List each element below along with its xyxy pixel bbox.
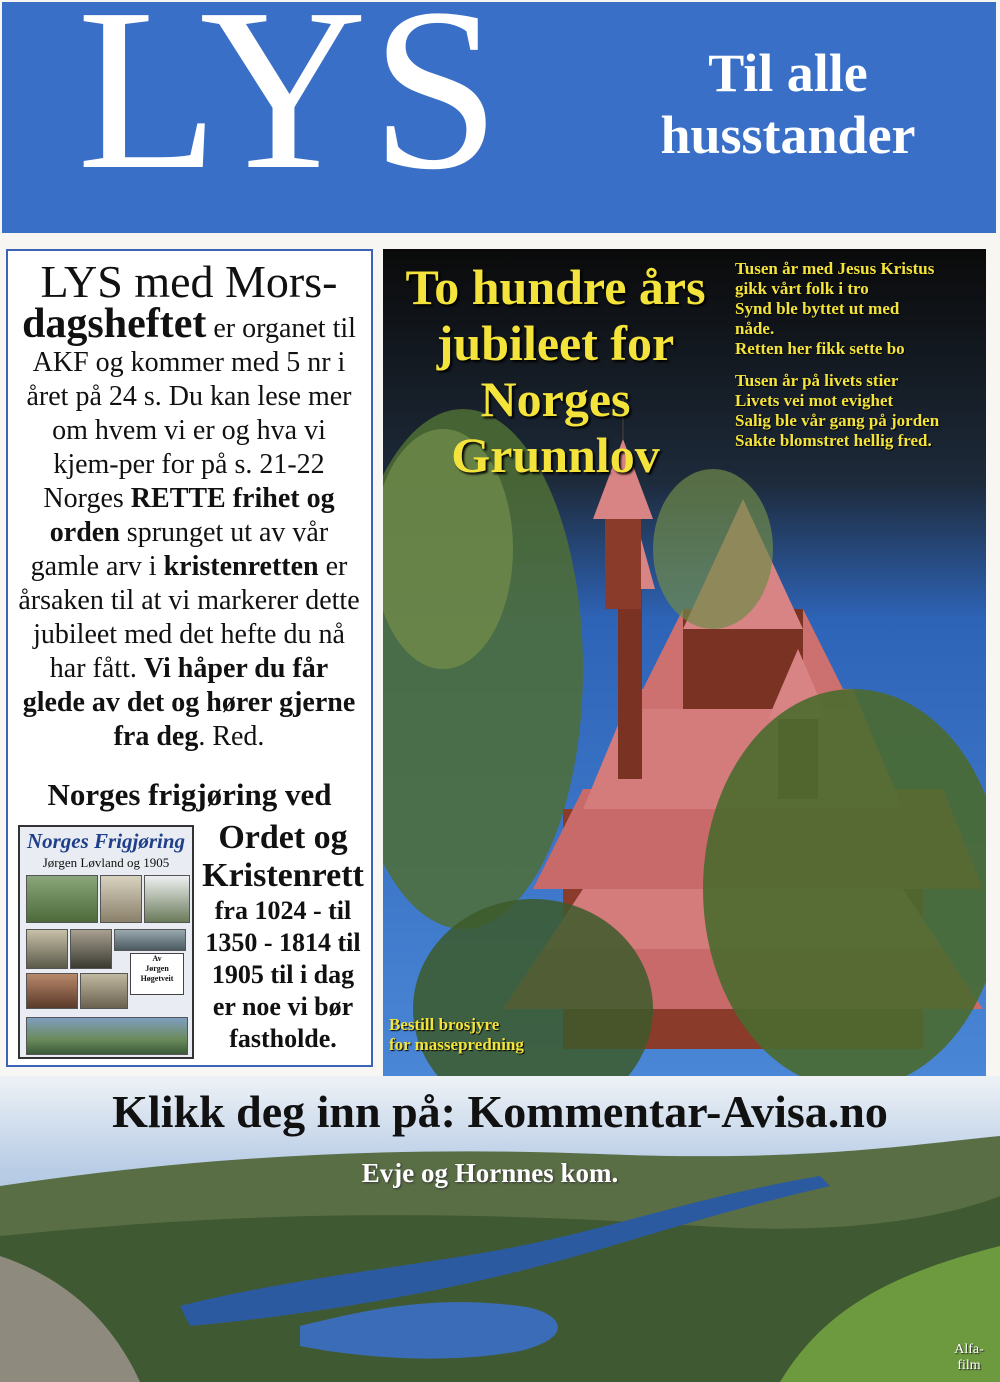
website-link[interactable]: Klikk deg inn på: Kommentar-Avisa.no: [112, 1086, 888, 1137]
intro-box: [6, 249, 373, 1067]
booklet-subtitle: Jørgen Løvland og 1905: [42, 855, 170, 870]
booklet-author: Av Jørgen Høgetveit: [130, 953, 184, 995]
poem-stanza-2: Tusen år på livets stier Livets vei mot evighet Salig ble vår gang på jorden Sakte blomstret hellig fred.: [735, 371, 940, 450]
kristenrett-text: [198, 819, 368, 1055]
tagline-line-2: husstander: [660, 105, 916, 165]
booklet-photo: [70, 929, 112, 969]
booklet-photo: [144, 875, 190, 923]
order-brochure-note: Bestill brosjyre for massepredning: [389, 1015, 524, 1054]
intro-body-2b: RETTE frihet og orden: [49, 483, 335, 548]
intro-body-2d: kristenretten: [163, 551, 319, 582]
freedom-title: Norges frigjøring ved: [47, 777, 332, 812]
intro-body-2g: . Red.: [198, 721, 265, 752]
landscape-footer: [0, 1076, 1000, 1382]
photo-credit: Alfa- film: [954, 1342, 984, 1373]
intro-body-2a: Norges: [43, 483, 131, 514]
tagline: [628, 42, 948, 166]
poem-stanza-1: Tusen år med Jesus Kristus gikk vårt folk i tro Synd ble byttet ut med nåde. Retten her fikk sette bo: [735, 259, 935, 358]
intro-body-2e: er årsaken til at vi markerer dette jubileet med det hefte du nå har fått.: [18, 551, 360, 684]
tagline-line-1: Til alle: [708, 43, 868, 103]
logo: LYS: [77, 0, 505, 218]
booklet-photo: [114, 929, 186, 951]
kristenrett-line-3: fra 1024 - til 1350 - 1814 til 1905 til i dag er noe vi bør fastholde.: [205, 896, 361, 1053]
booklet-title: Norges Frigjøring: [26, 829, 186, 853]
intro-text: [16, 257, 362, 754]
booklet-photo: [26, 1017, 188, 1055]
intro-body-1: er organet til AKF og kommer med 5 nr i året på 24 s. Du kan lese mer om hvem vi er og hva vi kjem-per for på s. 21-22: [26, 313, 356, 480]
intro-body-2c: sprunget ut av vår gamle arv i: [30, 517, 329, 582]
booklet-photo: [26, 875, 98, 923]
booklet-photo: [26, 973, 78, 1009]
booklet-cover-image[interactable]: [18, 825, 194, 1059]
booklet-photo: [100, 875, 142, 923]
intro-title-2: dagsheftet: [22, 301, 207, 347]
booklet-photo: [80, 973, 128, 1009]
booklet-photo: [26, 929, 68, 969]
poem: [735, 259, 985, 463]
location-caption: Evje og Hornnes kom.: [361, 1158, 619, 1188]
intro-body-2f: Vi håper du får glede av det og hører gjerne fra deg: [22, 653, 356, 752]
stave-church-photo: [383, 249, 986, 1076]
jubilee-headline: To hundre års jubileet for Norges Grunnlov: [405, 259, 706, 483]
masthead: [2, 2, 996, 233]
kristenrett-line-1: Ordet og: [218, 819, 348, 856]
intro-title: LYS med Mors-: [40, 256, 338, 307]
kristenrett-line-2: Kristenrett: [202, 857, 364, 894]
